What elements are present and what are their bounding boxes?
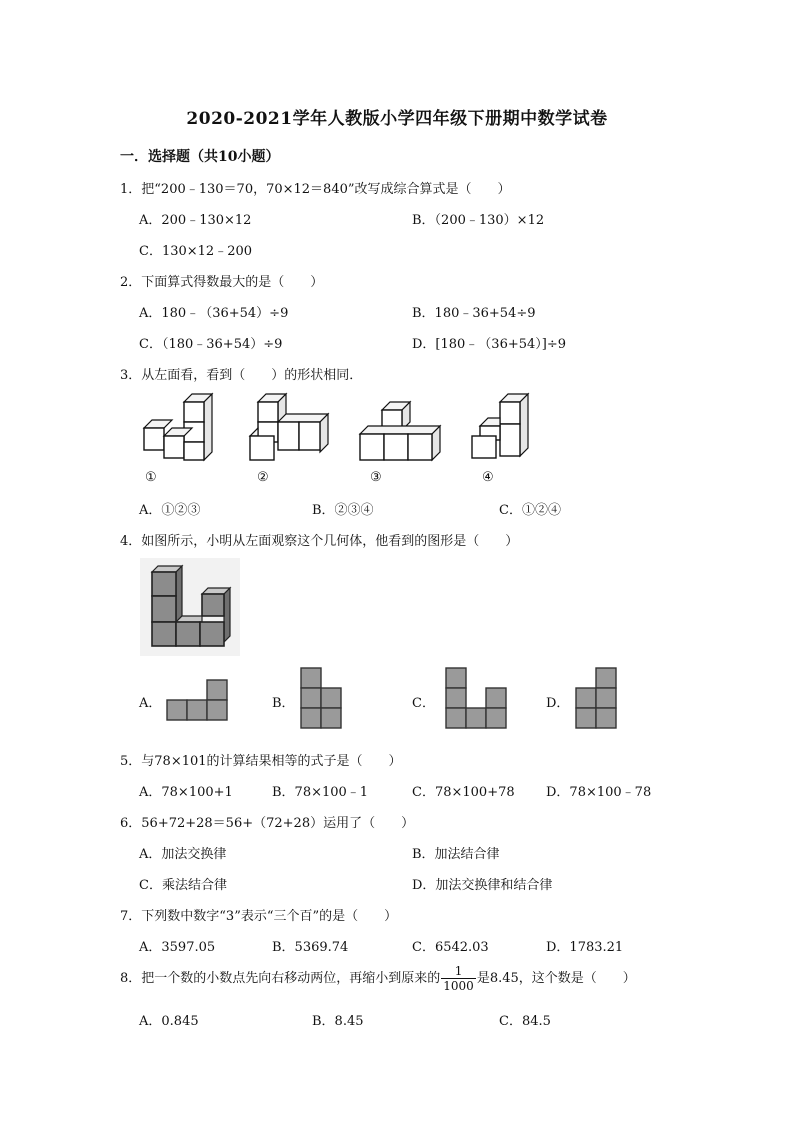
q3-figure-1	[140, 392, 222, 464]
q3-figure-label-2: ②	[257, 470, 269, 485]
question-5-stem: 5．与78×101的计算结果相等的式子是（ ）	[120, 754, 402, 769]
q8-option-c: C．84.5	[499, 1014, 551, 1029]
q3-option-b: B．②③④	[312, 503, 374, 518]
q4-option-a-figure	[165, 678, 229, 722]
question-7-stem: 7．下列数中数字“3”表示“三个百”的是（ ）	[120, 909, 398, 924]
q4-option-c-figure	[444, 666, 508, 730]
q6-option-d: D．加法交换律和结合律	[412, 878, 553, 893]
q7-option-b: B．5369.74	[272, 940, 349, 955]
q1-option-b: B．（200﹣130）×12	[412, 213, 545, 228]
q8-option-a: A．0.845	[139, 1014, 199, 1029]
q1-option-a: A．200﹣130×12	[139, 213, 252, 228]
q8-fraction	[441, 964, 476, 993]
q3-figure-4	[470, 392, 538, 464]
q7-option-d: D．1783.21	[546, 940, 624, 955]
question-1-stem: 1．把“200﹣130＝70，70×12＝840”改写成综合算式是（ ）	[120, 182, 511, 197]
q4-option-a: A．	[139, 696, 162, 711]
q5-option-d: D．78×100﹣78	[546, 785, 652, 800]
q4-option-d-figure	[574, 666, 618, 730]
q7-option-c: C．6542.03	[412, 940, 489, 955]
question-8-stem	[120, 964, 636, 993]
q8-stem-post: 是8.45，这个数是（ ）	[476, 971, 636, 986]
q7-option-a: A．3597.05	[139, 940, 216, 955]
q3-figure-3	[358, 400, 442, 466]
q3-figure-label-4: ④	[482, 470, 494, 485]
q6-option-b: B．加法结合律	[412, 847, 500, 862]
q4-solid-photo	[140, 558, 240, 656]
question-3-stem: 3．从左面看，看到（ ）的形状相同．	[120, 368, 363, 383]
q4-option-d: D．	[546, 696, 570, 711]
q3-figure-2	[248, 392, 336, 464]
q4-option-b-figure	[299, 666, 343, 730]
q5-option-b: B．78×100﹣1	[272, 785, 369, 800]
q3-option-c: C．①②④	[499, 503, 561, 518]
q5-option-a: A．78×100+1	[139, 785, 233, 800]
question-4-stem: 4．如图所示，小明从左面观察这个几何体，他看到的图形是（ ）	[120, 534, 519, 549]
q2-option-c: C．（180﹣36+54）÷9	[139, 337, 283, 352]
q3-figure-label-3: ③	[370, 470, 382, 485]
q8-option-b: B．8.45	[312, 1014, 364, 1029]
page-title: 2020-2021学年人教版小学四年级下册期中数学试卷	[186, 109, 608, 129]
q1-option-c: C．130×12﹣200	[139, 244, 253, 259]
q2-option-d: D．[180﹣（36+54）]÷9	[412, 337, 567, 352]
q6-option-a: A．加法交换律	[139, 847, 227, 862]
q6-option-c: C．乘法结合律	[139, 878, 227, 893]
q5-option-c: C．78×100+78	[412, 785, 515, 800]
q8-stem-pre: 8．把一个数的小数点先向右移动两位，再缩小到原来的	[120, 971, 441, 986]
q2-option-b: B．180﹣36+54÷9	[412, 306, 536, 321]
q4-option-b: B．	[272, 696, 295, 711]
question-2-stem: 2．下面算式得数最大的是（ ）	[120, 275, 324, 290]
section-heading: 一．选择题（共10小题）	[120, 149, 280, 165]
q8-fraction-denominator: 1000	[443, 979, 474, 993]
q2-option-a: A．180﹣（36+54）÷9	[139, 306, 289, 321]
q4-option-c: C．	[412, 696, 435, 711]
question-6-stem: 6．56+72+28＝56+（72+28）运用了（ ）	[120, 816, 415, 831]
q3-figure-label-1: ①	[145, 470, 157, 485]
q3-option-a: A．①②③	[139, 503, 201, 518]
q8-fraction-numerator: 1	[441, 964, 476, 979]
